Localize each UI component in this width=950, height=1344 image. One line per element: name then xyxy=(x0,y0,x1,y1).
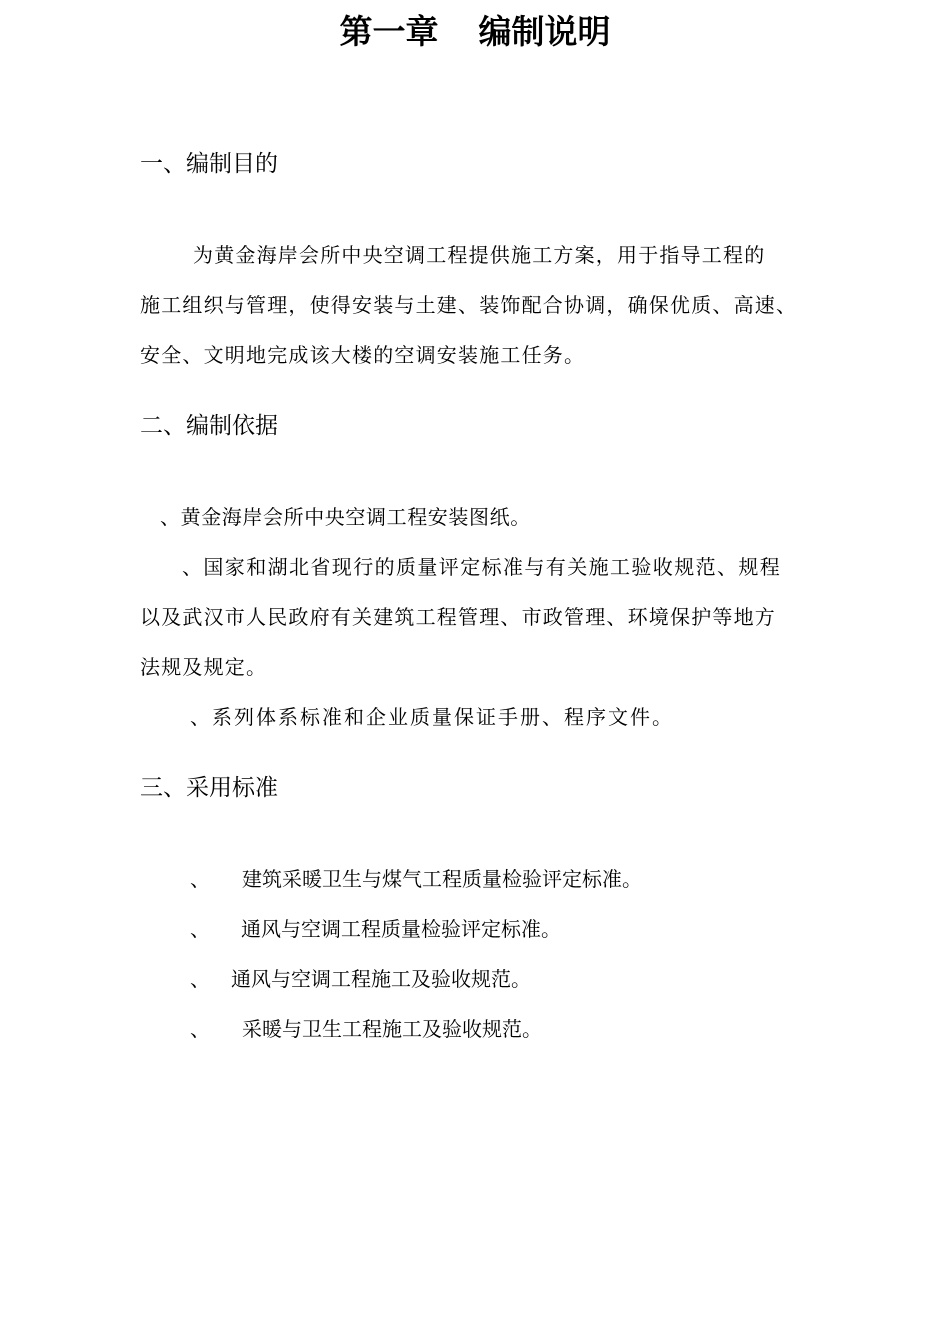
purpose-line-2: 施工组织与管理，使得安装与土建、装饰配合协调，确保优质、高速、 xyxy=(140,293,798,317)
list-mark: 、 xyxy=(190,967,210,991)
standard-item-4 xyxy=(190,1014,542,1044)
purpose-line-3: 安全、文明地完成该大楼的空调安装施工任务。 xyxy=(140,343,586,367)
basis-item-2-line-1: 、国家和湖北省现行的质量评定标准与有关施工验收规范、规程 xyxy=(182,555,782,579)
standard-item-text: 通风与空调工程施工及验收规范。 xyxy=(231,967,531,991)
chapter-title xyxy=(0,8,950,56)
chapter-name: 编制说明 xyxy=(478,12,611,51)
section-heading-standards: 三、采用标准 xyxy=(140,775,278,801)
section-heading-basis: 二、编制依据 xyxy=(140,413,278,439)
standard-item-text: 通风与空调工程质量检验评定标准。 xyxy=(241,917,561,941)
standard-item-text: 采暖与卫生工程施工及验收规范。 xyxy=(242,1017,542,1041)
basis-item-2-line-3: 法规及规定。 xyxy=(140,655,268,679)
standard-item-1 xyxy=(190,864,642,894)
basis-item-1: 、黄金海岸会所中央空调工程安装图纸。 xyxy=(160,505,531,529)
purpose-line-1: 为黄金海岸会所中央空调工程提供施工方案，用于指导工程的 xyxy=(193,243,766,267)
list-mark: 、 xyxy=(190,917,210,941)
list-mark: 、 xyxy=(190,1017,210,1041)
standard-item-text: 建筑采暖卫生与煤气工程质量检验评定标准。 xyxy=(242,867,642,891)
basis-item-2-line-2: 以及武汉市人民政府有关建筑工程管理、市政管理、环境保护等地方 xyxy=(140,605,776,629)
standard-item-2 xyxy=(190,914,561,944)
chapter-number: 第一章 xyxy=(339,12,439,51)
section-heading-purpose: 一、编制目的 xyxy=(140,151,278,177)
list-mark: 、 xyxy=(190,867,210,891)
basis-item-3: 、系列体系标准和企业质量保证手册、程序文件。 xyxy=(190,705,674,729)
standard-item-3 xyxy=(190,964,531,994)
